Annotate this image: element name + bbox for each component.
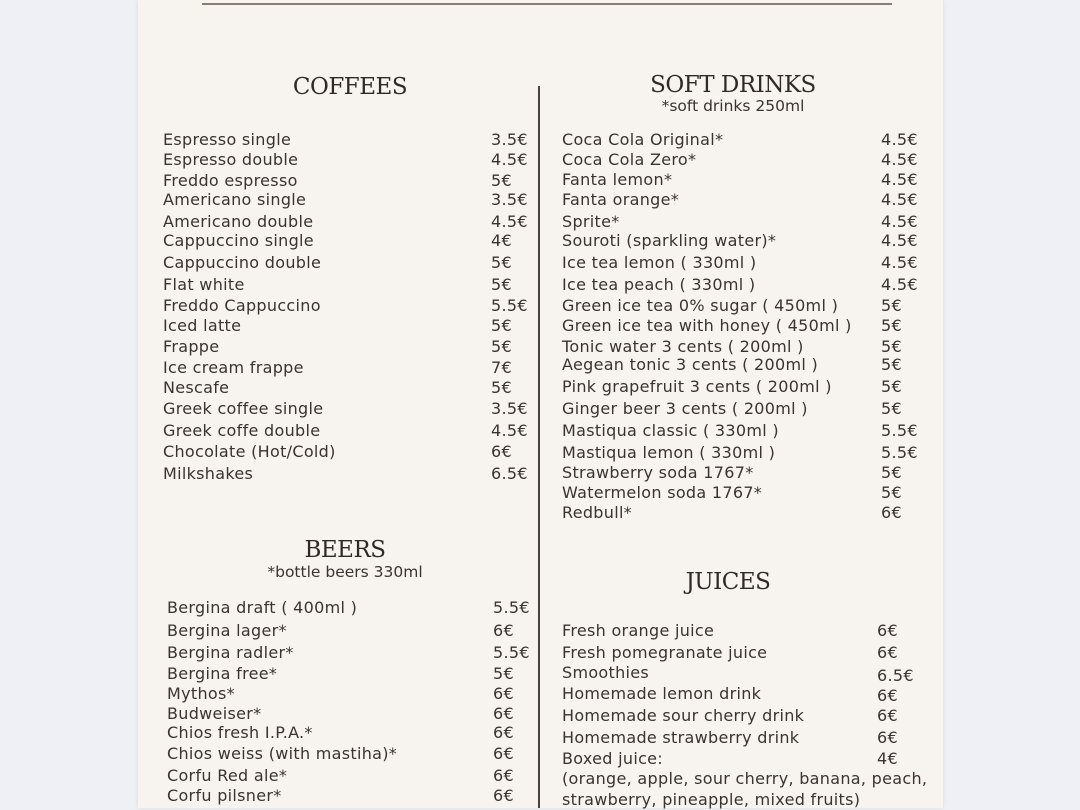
item-name: Boxed juice:: [562, 749, 663, 768]
list-item: [562, 190, 922, 210]
item-price: 3.5€: [491, 190, 528, 209]
item-name: Americano double: [163, 212, 314, 231]
item-price: 6€: [493, 723, 514, 742]
list-item: [163, 275, 529, 295]
item-name: Espresso double: [163, 150, 299, 169]
item-price: 6€: [493, 704, 514, 723]
item-price: 4.5€: [881, 253, 918, 272]
item-name: Green ice tea with honey ( 450ml ): [562, 316, 852, 335]
item-name: Ice cream frappe: [163, 358, 304, 377]
list-item: [167, 723, 531, 743]
list-item: [163, 212, 529, 232]
item-name: Bergina draft ( 400ml ): [167, 598, 358, 617]
list-item: [167, 744, 531, 764]
list-item: [163, 442, 529, 462]
item-name: Homemade strawberry drink: [562, 728, 800, 747]
list-item: [562, 150, 922, 170]
beers-subtitle: *bottle beers 330ml: [267, 563, 423, 581]
item-name: Americano single: [163, 190, 307, 209]
soft-drinks-heading: SOFT DRINKS: [650, 72, 816, 98]
item-price: 6€: [493, 621, 514, 640]
item-name: Ice tea lemon ( 330ml ): [562, 253, 757, 272]
item-price: 4.5€: [491, 212, 528, 231]
list-item: [562, 377, 922, 397]
item-name: Mythos*: [167, 684, 235, 703]
boxed-juice-note-line1: (orange, apple, sour cherry, banana, peach,: [562, 769, 928, 788]
list-item: [167, 621, 531, 641]
item-name: Smoothies: [562, 663, 650, 682]
item-price: 5€: [881, 377, 902, 396]
beers-heading: BEERS: [304, 537, 386, 563]
item-price: 4.5€: [881, 170, 918, 189]
list-item: [562, 337, 922, 357]
list-item: [167, 786, 531, 806]
item-price: 5€: [491, 316, 512, 335]
item-price: 3.5€: [491, 399, 528, 418]
item-name: Bergina free*: [167, 664, 278, 683]
item-name: Coca Cola Zero*: [562, 150, 697, 169]
list-item: [562, 483, 922, 503]
list-item: [562, 231, 922, 251]
item-name: Greek coffee single: [163, 399, 324, 418]
item-price: 5€: [491, 378, 512, 397]
list-item: [163, 316, 529, 336]
item-name: Strawberry soda 1767*: [562, 463, 754, 482]
top-divider: [202, 3, 892, 5]
item-price: 6€: [493, 684, 514, 703]
item-name: Chocolate (Hot/Cold): [163, 442, 336, 461]
item-price: 5€: [881, 296, 902, 315]
item-name: Greek coffe double: [163, 421, 321, 440]
item-price: 4.5€: [881, 212, 918, 231]
item-name: Fanta orange*: [562, 190, 680, 209]
item-price: 5.5€: [493, 598, 530, 617]
list-item: [562, 503, 922, 523]
list-item: [562, 399, 922, 419]
item-name: Redbull*: [562, 503, 632, 522]
item-price: 4€: [491, 231, 512, 250]
item-price: 6.5€: [877, 666, 914, 685]
item-name: Espresso single: [163, 130, 292, 149]
item-price: 6€: [881, 503, 902, 522]
item-name: Tonic water 3 cents ( 200ml ): [562, 337, 804, 356]
item-name: Ice tea peach ( 330ml ): [562, 275, 756, 294]
list-item: [163, 421, 529, 441]
list-item: [562, 275, 922, 295]
list-item: [562, 355, 922, 375]
list-item: [562, 212, 922, 232]
list-item: [163, 378, 529, 398]
item-price: 5€: [881, 316, 902, 335]
item-name: Pink grapefruit 3 cents ( 200ml ): [562, 377, 832, 396]
item-price: 4.5€: [491, 421, 528, 440]
item-name: Homemade sour cherry drink: [562, 706, 805, 725]
item-name: Budweiser*: [167, 704, 262, 723]
item-name: Mastiqua lemon ( 330ml ): [562, 443, 776, 462]
item-name: Fresh pomegranate juice: [562, 643, 768, 662]
list-item: [562, 316, 922, 336]
list-item: [562, 296, 922, 316]
item-name: Cappuccino double: [163, 253, 322, 272]
list-item: [163, 337, 529, 357]
list-item: [562, 749, 922, 769]
item-price: 6€: [493, 744, 514, 763]
list-item: [163, 130, 529, 150]
item-price: 5€: [493, 664, 514, 683]
item-price: 4€: [877, 749, 898, 768]
item-price: 6.5€: [491, 464, 528, 483]
item-name: Corfu pilsner*: [167, 786, 282, 805]
item-name: Chios weiss (with mastiha)*: [167, 744, 398, 763]
item-price: 5.5€: [493, 643, 530, 662]
item-name: Frappe: [163, 337, 220, 356]
item-price: 4.5€: [881, 150, 918, 169]
item-name: Freddo Cappuccino: [163, 296, 321, 315]
item-price: 5€: [881, 463, 902, 482]
item-price: 5.5€: [881, 443, 918, 462]
item-name: Cappuccino single: [163, 231, 314, 250]
item-price: 5.5€: [491, 296, 528, 315]
item-name: Corfu Red ale*: [167, 766, 288, 785]
soft-drinks-subtitle: *soft drinks 250ml: [661, 97, 805, 115]
item-price: 4.5€: [881, 231, 918, 250]
list-item: [562, 684, 922, 704]
item-price: 4.5€: [491, 150, 528, 169]
list-item: [562, 663, 922, 683]
item-name: Iced latte: [163, 316, 242, 335]
list-item: [163, 253, 529, 273]
item-price: 6€: [491, 442, 512, 461]
juices-heading: JUICES: [685, 569, 771, 595]
item-name: Flat white: [163, 275, 245, 294]
item-name: Milkshakes: [163, 464, 254, 483]
column-divider: [538, 86, 540, 808]
item-price: 6€: [877, 706, 898, 725]
coffees-heading: COFFEES: [292, 74, 408, 100]
item-price: 6€: [877, 728, 898, 747]
list-item: [562, 621, 922, 641]
item-price: 5.5€: [881, 421, 918, 440]
item-name: Fanta lemon*: [562, 170, 673, 189]
item-price: 6€: [493, 786, 514, 805]
item-name: Bergina lager*: [167, 621, 287, 640]
list-item: [163, 464, 529, 484]
list-item: [562, 443, 922, 463]
list-item: [163, 358, 529, 378]
item-name: Watermelon soda 1767*: [562, 483, 763, 502]
item-price: 6€: [877, 686, 898, 705]
list-item: [167, 643, 531, 663]
item-price: 5€: [881, 355, 902, 374]
list-item: [167, 704, 531, 724]
list-item: [562, 170, 922, 190]
list-item: [163, 190, 529, 210]
item-name: Mastiqua classic ( 330ml ): [562, 421, 779, 440]
boxed-juice-note-line2: strawberry, pineapple, mixed fruits): [562, 790, 861, 809]
list-item: [163, 296, 529, 316]
item-price: 5€: [491, 171, 512, 190]
item-price: 5€: [881, 483, 902, 502]
item-price: 4.5€: [881, 190, 918, 209]
item-price: 5€: [881, 337, 902, 356]
item-name: Fresh orange juice: [562, 621, 715, 640]
list-item: [562, 253, 922, 273]
list-item: [562, 421, 922, 441]
item-name: Bergina radler*: [167, 643, 294, 662]
list-item: [562, 130, 922, 150]
item-name: Aegean tonic 3 cents ( 200ml ): [562, 355, 819, 374]
list-item: [562, 728, 922, 748]
list-item: [167, 664, 531, 684]
item-price: 5€: [881, 399, 902, 418]
item-name: Ginger beer 3 cents ( 200ml ): [562, 399, 808, 418]
list-item: [163, 231, 529, 251]
list-item: [562, 643, 922, 663]
item-price: 6€: [493, 766, 514, 785]
item-price: 5€: [491, 275, 512, 294]
item-price: 4.5€: [881, 275, 918, 294]
list-item: [167, 684, 531, 704]
list-item: [163, 399, 529, 419]
item-name: Green ice tea 0% sugar ( 450ml ): [562, 296, 839, 315]
item-name: Souroti (sparkling water)*: [562, 231, 777, 250]
item-name: Coca Cola Original*: [562, 130, 724, 149]
item-name: Nescafe: [163, 378, 230, 397]
list-item: [163, 150, 529, 170]
item-price: 5€: [491, 337, 512, 356]
item-name: Sprite*: [562, 212, 620, 231]
item-name: Homemade lemon drink: [562, 684, 762, 703]
list-item: [167, 766, 531, 786]
item-price: 5€: [491, 253, 512, 272]
item-price: 6€: [877, 621, 898, 640]
item-price: 7€: [491, 358, 512, 377]
list-item: [562, 706, 922, 726]
list-item: [167, 598, 531, 618]
item-price: 6€: [877, 643, 898, 662]
item-price: 4.5€: [881, 130, 918, 149]
list-item: [163, 171, 529, 191]
item-name: Freddo espresso: [163, 171, 298, 190]
list-item: [562, 463, 922, 483]
item-name: Chios fresh I.P.A.*: [167, 723, 313, 742]
item-price: 3.5€: [491, 130, 528, 149]
